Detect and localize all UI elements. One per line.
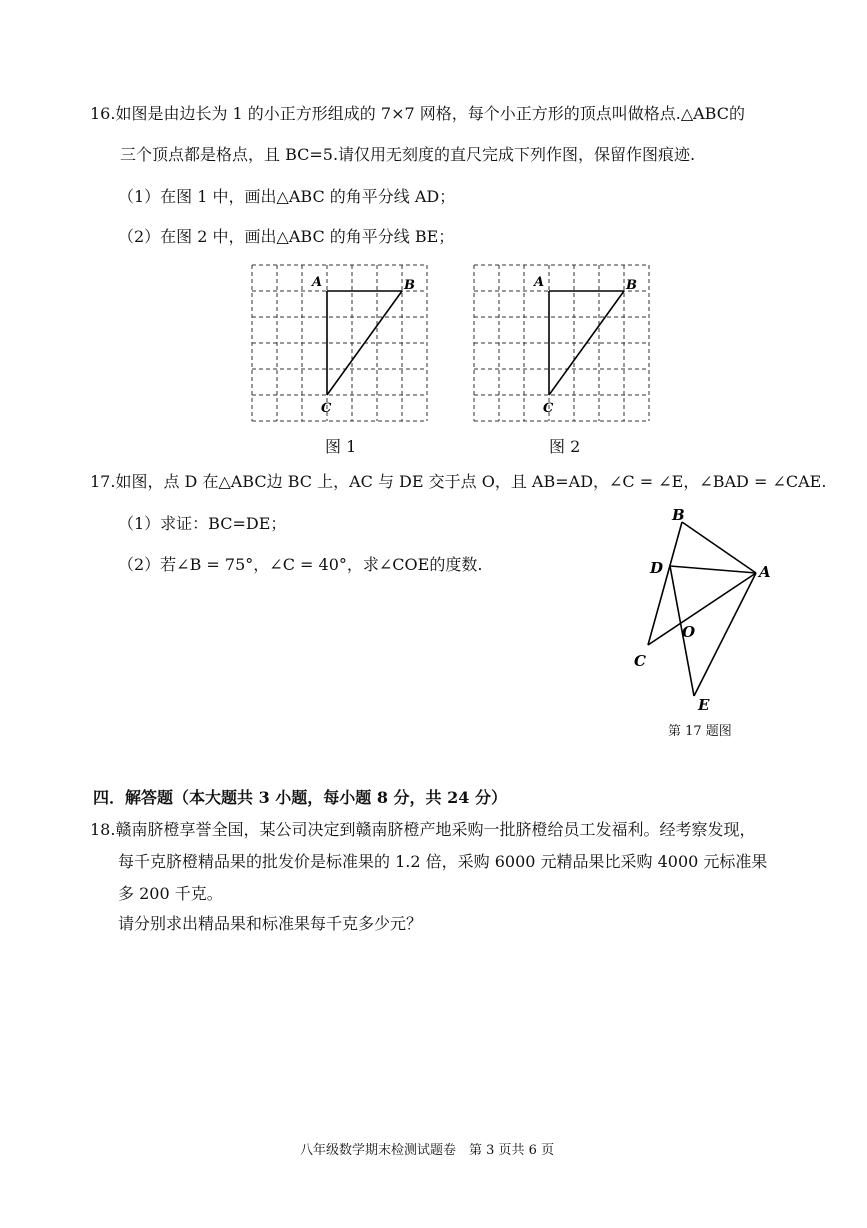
q18-line-4: 请分别求出精品果和标准果每千克多少元？ (118, 914, 423, 933)
q16-figure-1 (248, 262, 430, 424)
point-c-label: C (634, 652, 646, 670)
vertex-c-label: C (543, 401, 554, 416)
page-footer: 八年级数学期末检测试题卷 第 3 页共 6 页 (300, 1143, 555, 1158)
q18-line-2: 每千克脐橙精品果的批发价是标准果的 1.2 倍，采购 6000 元精品果比采购 4000 元标准果 (118, 852, 768, 871)
q17-figure-caption: 第 17 题图 (668, 724, 732, 739)
vertex-a-label: A (312, 275, 323, 290)
q17-part-2: （2）若∠B = 75°，∠C = 40°，求∠COE的度数. (118, 555, 483, 574)
vertex-b-label: B (404, 278, 415, 293)
section-4-heading: 四．解答题（本大题共 3 小题，每小题 8 分，共 24 分） (93, 788, 507, 807)
vertex-c-label: C (321, 401, 332, 416)
point-b-label: B (672, 506, 685, 524)
q18-line-3: 多 200 千克。 (118, 884, 223, 903)
figure-2-caption: 图 2 (549, 437, 581, 456)
vertex-b-label: B (626, 278, 637, 293)
point-e-label: E (698, 696, 710, 714)
q17-part-1: （1）求证：BC=DE； (118, 514, 287, 533)
q18-line-1: 18.赣南脐橙享誉全国，某公司决定到赣南脐橙产地采购一批脐橙给员工发福利。经考察发现， (90, 820, 756, 839)
figure-1-caption: 图 1 (325, 437, 357, 456)
q17-line-1: 17.如图，点 D 在△ABC边 BC 上，AC 与 DE 交于点 O，且 AB=AD，∠C = ∠E，∠BAD = ∠CAE. (90, 472, 827, 491)
q16-figure-2 (470, 262, 652, 424)
point-a-label: A (759, 563, 771, 581)
q17-figure (630, 500, 790, 715)
point-d-label: D (650, 559, 664, 577)
q16-part-1: （1）在图 1 中，画出△ABC 的角平分线 AD； (118, 187, 456, 206)
q16-line-1: 16.如图是由边长为 1 的小正方形组成的 7×7 网格，每个小正方形的顶点叫做格点.△ABC的 (90, 104, 745, 123)
q16-part-2: （2）在图 2 中，画出△ABC 的角平分线 BE； (118, 227, 455, 246)
point-o-label: O (682, 623, 696, 641)
vertex-a-label: A (534, 275, 545, 290)
q16-line-2: 三个顶点都是格点，且 BC=5.请仅用无刻度的直尺完成下列作图，保留作图痕迹. (120, 145, 696, 164)
